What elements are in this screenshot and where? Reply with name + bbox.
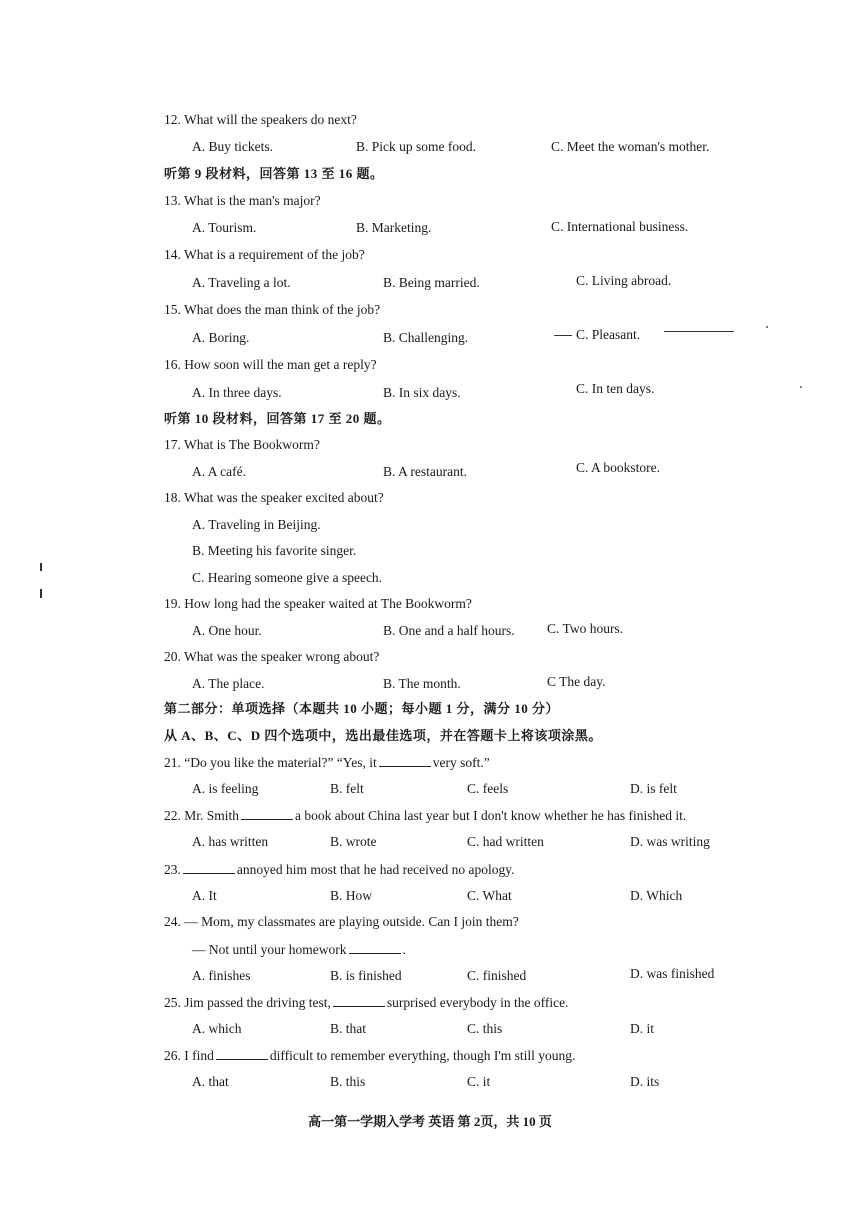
question-20-option-c: C The day. xyxy=(547,674,606,689)
question-21-stem: 21. “Do you like the material?” “Yes, it very soft.” xyxy=(164,755,490,770)
answer-blank xyxy=(183,861,235,874)
question-24-line-1: 24. — Mom, my classmates are playing outside. Can I join them? xyxy=(164,914,519,929)
question-24-option-b: B. is finished xyxy=(330,968,402,983)
part-2-heading: 第二部分：单项选择（本题共 10 小题；每小题 1 分，满分 10 分） xyxy=(164,701,560,716)
scan-artifact xyxy=(40,589,42,598)
question-16-option-c: C. In ten days. xyxy=(576,381,655,396)
question-21-option-c: C. feels xyxy=(467,781,509,796)
answer-blank xyxy=(333,994,385,1007)
stray-pen-mark xyxy=(554,335,572,336)
question-16-option-b: B. In six days. xyxy=(383,385,461,400)
question-24-option-d: D. was finished xyxy=(630,966,715,981)
question-23-option-c: C. What xyxy=(467,888,512,903)
question-26-option-a: A. that xyxy=(192,1074,229,1089)
question-15-stem: 15. What does the man think of the job? xyxy=(164,302,381,317)
question-24-option-c: C. finished xyxy=(467,968,527,983)
question-12-option-a: A. Buy tickets. xyxy=(192,139,273,154)
stray-pen-mark xyxy=(664,331,734,332)
section-10-instruction: 听第 10 段材料，回答第 17 至 20 题。 xyxy=(164,411,391,426)
question-19-option-a: A. One hour. xyxy=(192,623,262,638)
question-21-option-d: D. is felt xyxy=(630,781,677,796)
question-12-stem: 12. What will the speakers do next? xyxy=(164,112,357,127)
question-22-option-b: B. wrote xyxy=(330,834,377,849)
question-21-option-a: A. is feeling xyxy=(192,781,259,796)
question-25-option-d: D. it xyxy=(630,1021,655,1036)
question-25-option-b: B. that xyxy=(330,1021,366,1036)
scan-artifact xyxy=(766,326,768,328)
question-23-stem: 23. annoyed him most that he had received no apology. xyxy=(164,862,515,877)
question-22-option-c: C. had written xyxy=(467,834,544,849)
question-26-option-c: C. it xyxy=(467,1074,491,1089)
question-14-option-c: C. Living abroad. xyxy=(576,273,672,288)
answer-blank xyxy=(241,807,293,820)
question-17-option-c: C. A bookstore. xyxy=(576,460,661,475)
question-13-option-b: B. Marketing. xyxy=(356,220,432,235)
question-15-option-c: C. Pleasant. xyxy=(576,327,641,342)
question-19-option-b: B. One and a half hours. xyxy=(383,623,515,638)
part-2-instruction: 从 A、B、C、D 四个选项中，选出最佳选项，并在答题卡上将该项涂黑。 xyxy=(164,728,602,743)
question-14-option-a: A. Traveling a lot. xyxy=(192,275,291,290)
question-19-option-c: C. Two hours. xyxy=(547,621,624,636)
question-23-option-a: A. It xyxy=(192,888,217,903)
question-26-stem: 26. I find difficult to remember everything, though I'm still young. xyxy=(164,1048,576,1063)
question-12-option-b: B. Pick up some food. xyxy=(356,139,476,154)
question-17-option-a: A. A café. xyxy=(192,464,246,479)
question-20-option-b: B. The month. xyxy=(383,676,461,691)
question-14-option-b: B. Being married. xyxy=(383,275,480,290)
question-22-option-a: A. has written xyxy=(192,834,269,849)
question-24-option-a: A. finishes xyxy=(192,968,251,983)
page-footer: 高一第一学期入学考 英语 第 2页，共 10 页 xyxy=(308,1114,552,1129)
question-20-option-a: A. The place. xyxy=(192,676,265,691)
question-21-option-b: B. felt xyxy=(330,781,364,796)
question-20-stem: 20. What was the speaker wrong about? xyxy=(164,649,380,664)
question-14-stem: 14. What is a requirement of the job? xyxy=(164,247,365,262)
question-23-option-b: B. How xyxy=(330,888,373,903)
question-26-option-b: B. this xyxy=(330,1074,366,1089)
answer-blank xyxy=(216,1047,268,1060)
question-18-stem: 18. What was the speaker excited about? xyxy=(164,490,384,505)
question-17-option-b: B. A restaurant. xyxy=(383,464,467,479)
question-18-option-b: B. Meeting his favorite singer. xyxy=(192,543,357,558)
question-24-line-2: — Not until your homework . xyxy=(192,942,406,957)
question-19-stem: 19. How long had the speaker waited at The Bookworm? xyxy=(164,596,472,611)
question-16-option-a: A. In three days. xyxy=(192,385,282,400)
question-13-option-a: A. Tourism. xyxy=(192,220,257,235)
question-15-option-a: A. Boring. xyxy=(192,330,250,345)
scan-artifact xyxy=(40,563,42,571)
question-18-option-a: A. Traveling in Beijing. xyxy=(192,517,321,532)
question-15-option-b: B. Challenging. xyxy=(383,330,469,345)
answer-blank xyxy=(379,754,431,767)
section-9-instruction: 听第 9 段材料，回答第 13 至 16 题。 xyxy=(164,166,384,181)
question-22-option-d: D. was writing xyxy=(630,834,710,849)
question-23-option-d: D. Which xyxy=(630,888,683,903)
question-22-stem: 22. Mr. Smith a book about China last year but I don't know whether he has finished it. xyxy=(164,808,687,823)
scan-artifact xyxy=(800,386,802,388)
question-25-option-a: A. which xyxy=(192,1021,242,1036)
question-13-option-c: C. International business. xyxy=(551,219,689,234)
question-18-option-c: C. Hearing someone give a speech. xyxy=(192,570,383,585)
question-25-option-c: C. this xyxy=(467,1021,503,1036)
question-17-stem: 17. What is The Bookworm? xyxy=(164,437,320,452)
question-16-stem: 16. How soon will the man get a reply? xyxy=(164,357,377,372)
question-26-option-d: D. its xyxy=(630,1074,660,1089)
question-25-stem: 25. Jim passed the driving test, surprised everybody in the office. xyxy=(164,995,569,1010)
answer-blank xyxy=(349,941,401,954)
question-13-stem: 13. What is the man's major? xyxy=(164,193,321,208)
question-12-option-c: C. Meet the woman's mother. xyxy=(551,139,710,154)
